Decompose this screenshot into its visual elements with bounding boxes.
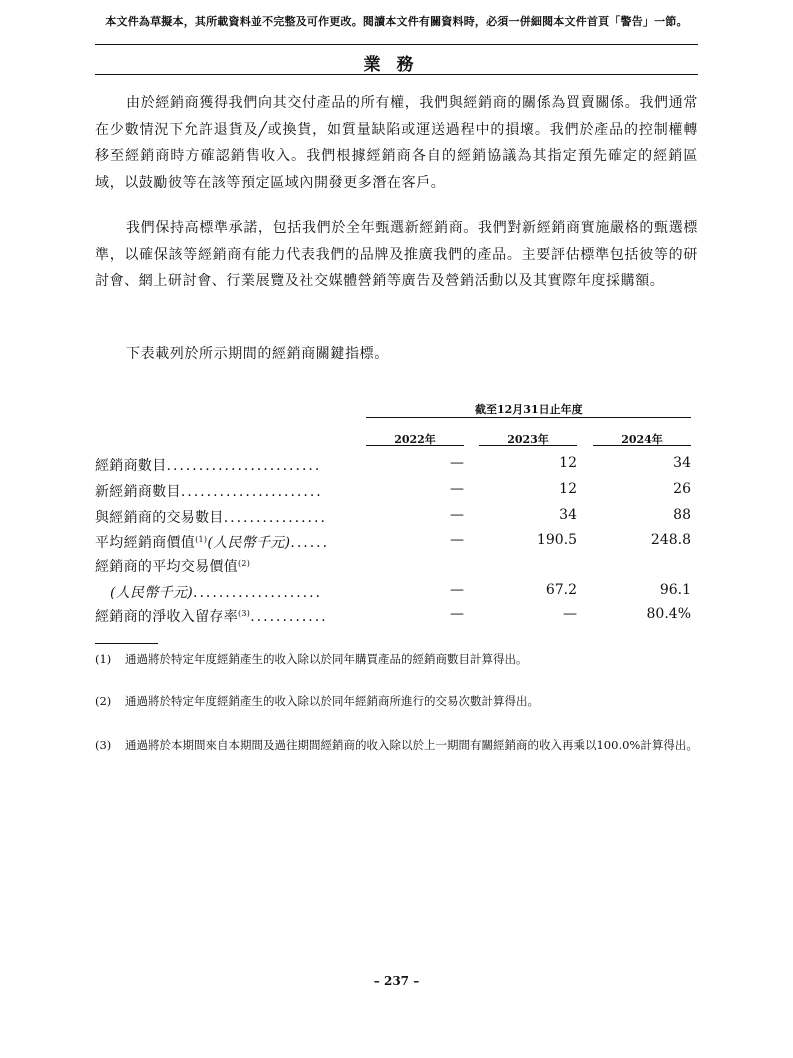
column-rule-2024 xyxy=(593,445,691,446)
footnote-1 xyxy=(95,648,698,670)
table-row-label: 經銷商數目........................ xyxy=(95,458,322,474)
header-rule-top xyxy=(95,44,698,45)
table-cell: 80.4% xyxy=(646,606,691,622)
column-header-2023: 2023年 xyxy=(507,433,549,446)
footnote-2 xyxy=(95,690,698,712)
table-group-rule xyxy=(366,417,691,418)
table-cell: — xyxy=(450,455,464,471)
page-number: – 237 – xyxy=(373,974,420,988)
table-cell: — xyxy=(563,606,577,622)
table-cell: 248.8 xyxy=(650,532,691,548)
table-row-label: 平均經銷商價值$^{(1)}$(人民幣千元)...... xyxy=(95,535,330,551)
table-cell: — xyxy=(450,507,464,523)
footnote-text: 通過將於特定年度經銷產生的收入除以於同年購買產品的經銷商數目計算得出。 xyxy=(125,652,528,666)
table-group-header: 截至12月31日止年度 xyxy=(475,403,583,416)
paragraph-table-intro: 下表載列於所示期間的經銷商關鍵指標。 xyxy=(126,346,389,362)
table-cell: — xyxy=(450,481,464,497)
section-title: 業務 xyxy=(363,55,430,75)
table-cell: 34 xyxy=(559,507,577,523)
table-row-label-unit: (人民幣千元).................... xyxy=(110,585,323,601)
table-cell: — xyxy=(450,532,464,548)
footnote-number: (1) xyxy=(95,652,112,666)
footnote-text: 通過將於特定年度經銷產生的收入除以於同年經銷商所進行的交易次數計算得出。 xyxy=(125,694,539,708)
table-cell: 67.2 xyxy=(545,582,577,598)
table-cell: 12 xyxy=(559,481,577,497)
table-cell: 190.5 xyxy=(536,532,577,548)
table-row-label: 新經銷商數目...................... xyxy=(95,484,323,500)
draft-warning-notice: 本文件為草擬本，其所載資料並不完整及可作更改。閱讀本文件有關資料時，必須一併細閱本文件首頁「警告」一節。 xyxy=(105,15,688,28)
table-cell: 88 xyxy=(673,507,691,523)
table-cell: — xyxy=(450,582,464,598)
column-rule-2022 xyxy=(366,445,464,446)
footnote-number: (2) xyxy=(95,694,112,708)
header-rule-bottom xyxy=(95,74,698,75)
column-rule-2023 xyxy=(479,445,577,446)
paragraph-distributor-selection: 我們保持高標準承諾，包括我們於全年甄選新經銷商。我們對新經銷商實施嚴格的甄選標準，以確保該等經銷商有能力代表我們的品牌及推廣我們的產品。主要評估標準包括彼等的研討會、網上研討會、行業展覽及社交媒體營銷等廣告及營銷活動以及其實際年度採購額。 xyxy=(95,220,698,289)
table-row-label: 經銷商的淨收入留存率$^{(3)}$............ xyxy=(95,609,328,625)
table-cell: 34 xyxy=(673,455,691,471)
footnote-number: (3) xyxy=(95,738,112,752)
table-row-label: 與經銷商的交易數目................ xyxy=(95,510,327,526)
footnote-text: 通過將於本期間來自本期間及過往期間經銷商的收入除以於上一期間有關經銷商的收入再乘以100.0%計算得出。 xyxy=(125,738,698,752)
footnote-separator xyxy=(95,643,158,644)
table-cell: — xyxy=(450,606,464,622)
column-header-2024: 2024年 xyxy=(621,433,663,446)
footnote-3 xyxy=(95,734,698,756)
table-cell: 96.1 xyxy=(659,582,691,598)
table-cell: 26 xyxy=(673,481,691,497)
table-row-label: 經銷商的平均交易價值$^{(2)}$ xyxy=(95,559,251,575)
column-header-2022: 2022年 xyxy=(394,433,436,446)
table-cell: 12 xyxy=(559,455,577,471)
paragraph-distributor-relationship: 由於經銷商獲得我們向其交付產品的所有權，我們與經銷商的關係為買賣關係。我們通常在少數情況下允許退貨及╱或換貨，如質量缺陷或運送過程中的損壞。我們於產品的控制權轉移至經銷商時方確認銷售收入。我們根據經銷商各自的經銷協議為其指定預先確定的經銷區域，以鼓勵彼等在該等預定區域內開發更多潛在客戶。 xyxy=(95,95,698,191)
